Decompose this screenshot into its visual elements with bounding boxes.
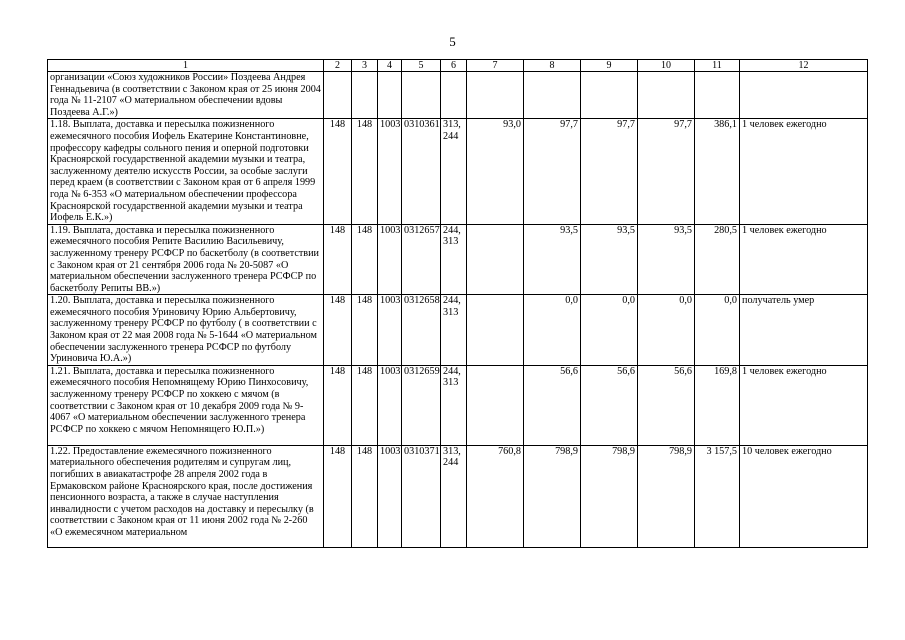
column-header: 6 (441, 60, 467, 72)
table-row (48, 445, 868, 547)
value-cell: 148 (324, 295, 352, 366)
column-header: 8 (524, 60, 581, 72)
amount-cell: 93,5 (581, 224, 638, 295)
row-description: 1.20. Выплата, доставка и пересылка пожизненного ежемесячного пособия Уриновичу Юрию Альбертовичу, заслуженному тренеру РСФСР по футболу ( в соответствии с Законом края от 22 мая 2008 года № 5-1644 «О материальном обеспечении заслуженного тренера РСФСР по футболу Уриновича Ю.А.») (48, 295, 324, 366)
table-row (48, 365, 868, 445)
value-cell: 148 (324, 119, 352, 224)
value-cell: 148 (324, 224, 352, 295)
value-cell: 313, 244 (441, 445, 467, 547)
row-note: 1 человек ежегодно (740, 365, 868, 445)
column-header: 1 (48, 60, 324, 72)
column-header: 12 (740, 60, 868, 72)
value-cell: 1003 (378, 365, 402, 445)
value-cell: 313, 244 (441, 119, 467, 224)
value-cell (352, 72, 378, 119)
row-note: 10 человек ежегодно (740, 445, 868, 547)
amount-cell (467, 224, 524, 295)
amount-cell (524, 72, 581, 119)
value-cell: 244, 313 (441, 365, 467, 445)
value-cell: 148 (324, 365, 352, 445)
table-header-row (48, 60, 868, 72)
amount-cell (467, 295, 524, 366)
amount-cell: 798,9 (581, 445, 638, 547)
amount-cell: 798,9 (638, 445, 695, 547)
amount-cell: 280,5 (695, 224, 740, 295)
row-description: 1.18. Выплата, доставка и пересылка пожизненного ежемесячного пособия Иофель Екатерине Константиновне, профессору кафедры сольного пения и оперной подготовки Красноярской государственной академии музыки и театра, заслуженному деятелю искусств России, за особые заслуги перед краем (в соответствии с Законом края от 6 апреля 1999 года № 6-353 «О материальном обеспечении профессора Красноярской государственной академии музыки и театра Иофель Е.К.») (48, 119, 324, 224)
value-cell: 1003 (378, 295, 402, 366)
value-cell: 1003 (378, 224, 402, 295)
row-note: 1 человек ежегодно (740, 224, 868, 295)
amount-cell: 56,6 (638, 365, 695, 445)
amount-cell: 56,6 (581, 365, 638, 445)
value-cell: 244, 313 (441, 224, 467, 295)
value-cell: 148 (352, 445, 378, 547)
table-row (48, 119, 868, 224)
value-cell (441, 72, 467, 119)
amount-cell: 798,9 (524, 445, 581, 547)
row-note: получатель умер (740, 295, 868, 366)
amount-cell: 169,8 (695, 365, 740, 445)
amount-cell (638, 72, 695, 119)
column-header: 9 (581, 60, 638, 72)
amount-cell: 93,5 (638, 224, 695, 295)
value-cell (378, 72, 402, 119)
value-cell: 0312658 (402, 295, 441, 366)
row-description: 1.21. Выплата, доставка и пересылка пожизненного ежемесячного пособия Непомнящему Юрию Пинхосовичу, заслуженному тренеру РСФСР по хоккею с мячом (в соответствии с Законом края от 10 декабря 2009 года № 9-4067 «О материальном обеспечении заслуженного тренера РСФСР по хоккею с мячом Непомнящего Ю.П.») (48, 365, 324, 445)
value-cell (402, 72, 441, 119)
amount-cell (581, 72, 638, 119)
amount-cell (695, 72, 740, 119)
row-note: 1 человек ежегодно (740, 119, 868, 224)
amount-cell: 760,8 (467, 445, 524, 547)
table-row (48, 224, 868, 295)
column-header: 3 (352, 60, 378, 72)
value-cell: 148 (352, 295, 378, 366)
value-cell (324, 72, 352, 119)
amount-cell: 97,7 (638, 119, 695, 224)
budget-table (47, 59, 868, 548)
value-cell: 148 (352, 224, 378, 295)
amount-cell (467, 72, 524, 119)
amount-cell (467, 365, 524, 445)
value-cell: 0312659 (402, 365, 441, 445)
column-header: 5 (402, 60, 441, 72)
row-note (740, 72, 868, 119)
row-description: организации «Союз художников России» Поздеева Андрея Геннадьевича (в соответствии с Законом края от 25 июня 2004 года № 11-2107 «О материальном обеспечении вдовы Поздеева А.Г.») (48, 72, 324, 119)
amount-cell: 56,6 (524, 365, 581, 445)
amount-cell: 386,1 (695, 119, 740, 224)
table-row (48, 72, 868, 119)
value-cell: 1003 (378, 119, 402, 224)
value-cell: 1003 (378, 445, 402, 547)
value-cell: 0312657 (402, 224, 441, 295)
value-cell: 148 (324, 445, 352, 547)
value-cell: 244, 313 (441, 295, 467, 366)
column-header: 4 (378, 60, 402, 72)
table-row (48, 295, 868, 366)
row-description: 1.22. Предоставление ежемесячного пожизненного материального обеспечения родителям и супругам лиц, погибших в авиакатастрофе 28 апреля 2002 года в Ермаковском районе Красноярского края, после достижения пенсионного возраста, а также в случае наступления инвалидности с учетом расходов на доставку и пересылку (в соответствии с Законом края от 11 июня 2002 года № 2-260 «О ежемесячном материальном (48, 445, 324, 547)
amount-cell: 0,0 (638, 295, 695, 366)
amount-cell: 93,0 (467, 119, 524, 224)
column-header: 11 (695, 60, 740, 72)
value-cell: 0310371 (402, 445, 441, 547)
amount-cell: 97,7 (581, 119, 638, 224)
column-header: 2 (324, 60, 352, 72)
row-description: 1.19. Выплата, доставка и пересылка пожизненного ежемесячного пособия Репите Василию Васильевичу, заслуженному тренеру РСФСР по баскетболу (в соответствии с Законом края от 21 сентября 2006 года № 20-5087 «О материальном обеспечении заслуженного тренера РСФСР по баскетболу Репиты ВВ.») (48, 224, 324, 295)
amount-cell: 97,7 (524, 119, 581, 224)
value-cell: 0310361 (402, 119, 441, 224)
page-number: 5 (449, 34, 456, 49)
amount-cell: 3 157,5 (695, 445, 740, 547)
value-cell: 148 (352, 365, 378, 445)
value-cell: 148 (352, 119, 378, 224)
amount-cell: 0,0 (581, 295, 638, 366)
amount-cell: 0,0 (524, 295, 581, 366)
column-header: 10 (638, 60, 695, 72)
amount-cell: 93,5 (524, 224, 581, 295)
amount-cell: 0,0 (695, 295, 740, 366)
column-header: 7 (467, 60, 524, 72)
